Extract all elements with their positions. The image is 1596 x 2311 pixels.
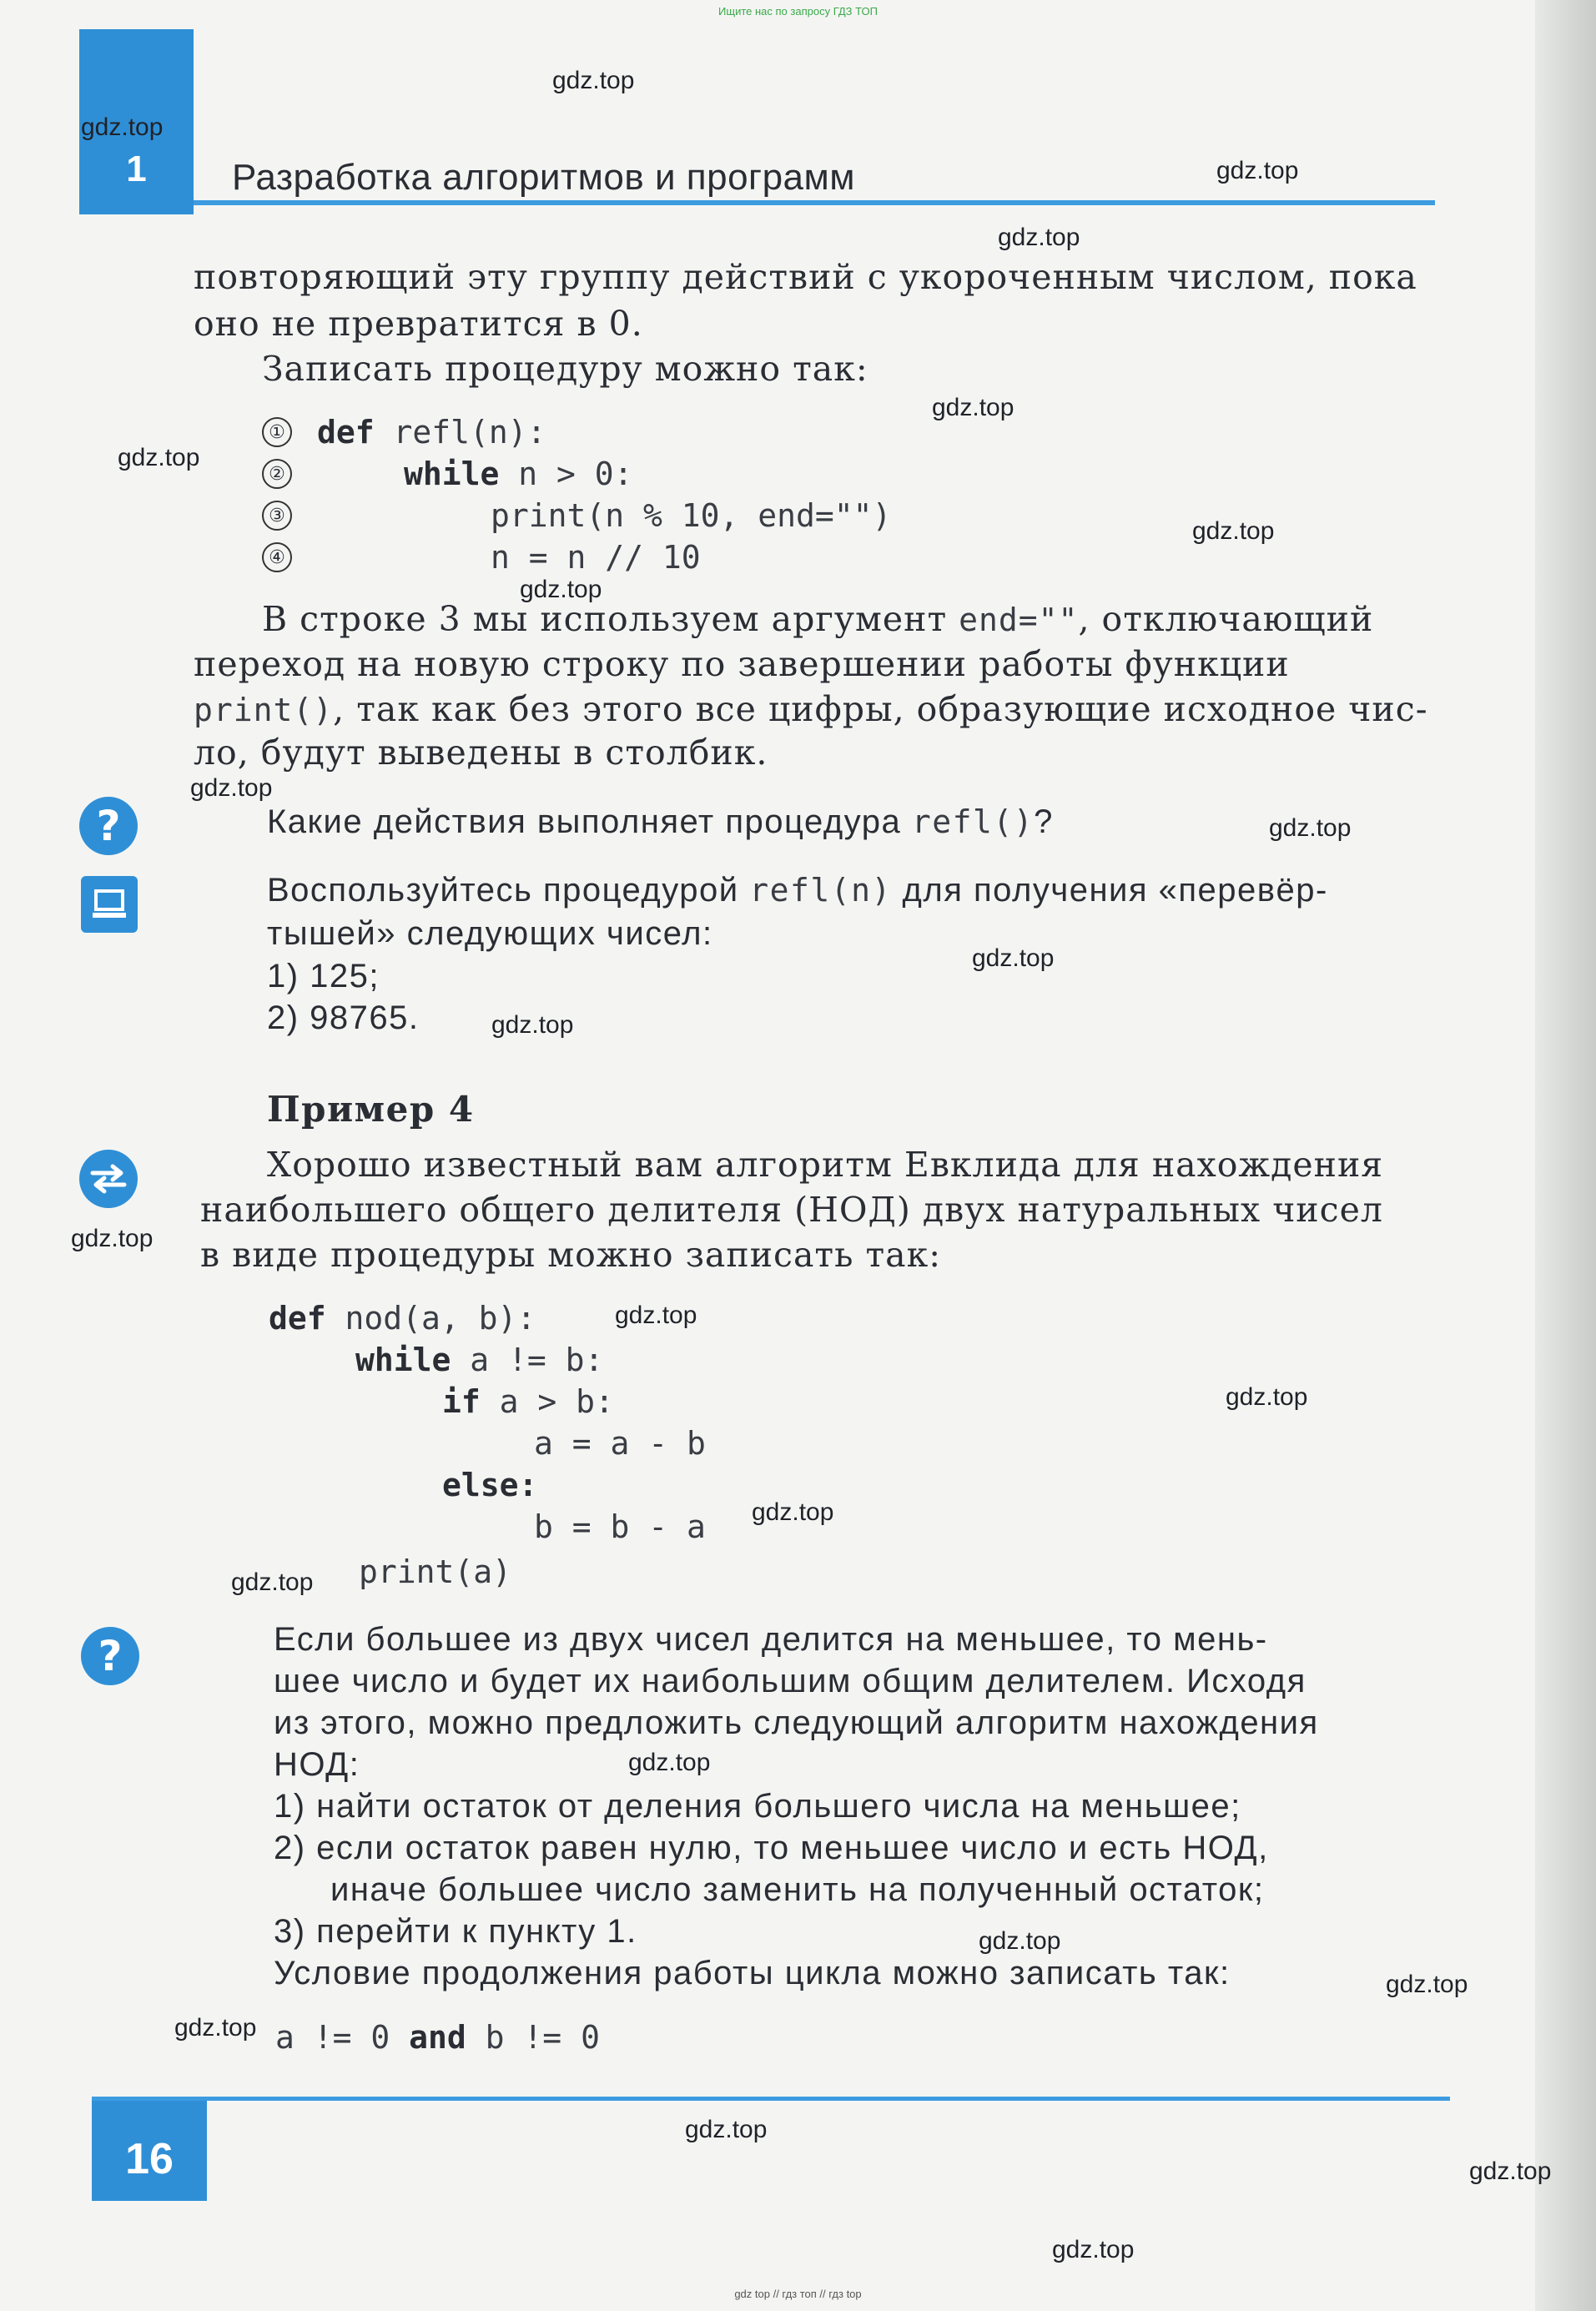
code-keyword: while (404, 456, 500, 492)
example-title: Пример 4 (267, 1089, 475, 1130)
code-line (269, 1464, 706, 1506)
explain-line-1 (262, 597, 1373, 642)
line-marker: ③ (262, 501, 292, 531)
step-2-cont: иначе большее число заменить на полученный остаток; (330, 1871, 1265, 1908)
intro-line-3: Записать процедуру можно так: (262, 349, 868, 389)
inline-code: end="" (959, 602, 1079, 638)
code-text: print(a) (359, 1553, 512, 1590)
step-1: 1) найти остаток от деления большего числа на меньшее; (274, 1788, 1241, 1825)
watermark: gdz.top (520, 576, 602, 603)
code-line (262, 495, 891, 536)
watermark: gdz.top (979, 1927, 1061, 1955)
text: Какие действия выполняет процедура (267, 803, 912, 840)
para2-line-4: НОД: (274, 1746, 360, 1783)
watermark: gdz.top (685, 2116, 768, 2143)
watermark: gdz.top (190, 774, 273, 802)
line-marker: ④ (262, 542, 292, 572)
para2-line-1: Если большее из двух чисел делится на меньшее, то мень- (274, 1621, 1268, 1658)
code-text: b = b - a (534, 1508, 706, 1545)
step-3: 3) перейти к пункту 1. (274, 1913, 637, 1950)
watermark: gdz.top (1269, 814, 1352, 842)
code-text: : (518, 1467, 538, 1503)
watermark: gdz.top (118, 444, 200, 471)
watermark: gdz.top (1192, 517, 1275, 545)
top-note: Ищите нас по запросу ГДЗ ТОП (718, 5, 878, 18)
code-text: print(n % 10, end="") (491, 497, 892, 534)
explain-line-2: переход на новую строку по завершении работы функции (194, 644, 1290, 684)
swap-arrows-glyph (89, 1162, 128, 1196)
step-2: 2) если остаток равен нулю, то меньшее число и есть НОД, (274, 1830, 1269, 1866)
explain-line-4: ло, будут выведены в столбик. (194, 733, 768, 773)
code-block-refl (262, 411, 891, 578)
code-keyword: if (442, 1383, 481, 1420)
watermark: gdz.top (491, 1011, 574, 1039)
watermark: gdz.top (932, 394, 1014, 421)
page-title: Разработка алгоритмов и программ (232, 157, 856, 198)
code-text: refl(n): (374, 414, 546, 451)
example-line-1: Хорошо известный вам алгоритм Евклида для нахождения (267, 1145, 1384, 1185)
watermark: gdz.top (81, 113, 164, 141)
text: В строке 3 мы используем аргумент (262, 599, 959, 639)
computer-icon (81, 876, 138, 933)
code-text: n > 0: (499, 456, 633, 492)
watermark: gdz.top (1052, 2236, 1135, 2263)
code-block-nod (269, 1297, 706, 1593)
watermark: gdz.top (998, 224, 1080, 251)
watermark: gdz.top (1226, 1383, 1308, 1411)
computer-icon-glyph (91, 888, 128, 921)
header-rule (194, 200, 1435, 205)
watermark: gdz.top (615, 1302, 697, 1329)
code-text: a != 0 (275, 2019, 410, 2056)
watermark: gdz.top (972, 944, 1055, 972)
text: Воспользуйтесь процедурой (267, 872, 750, 909)
text: , так как без этого все цифры, образующие исходное чис- (333, 689, 1428, 729)
code-line (262, 536, 891, 578)
question-icon: ? (79, 797, 138, 855)
code-text: a = a - b (534, 1425, 706, 1462)
code-text: nod(a, b): (325, 1300, 536, 1337)
page-edge-shadow (1535, 0, 1596, 2311)
code-line (269, 1381, 706, 1422)
question-text (267, 801, 1054, 843)
line-marker: ① (262, 417, 292, 447)
code-text: b != 0 (466, 2019, 600, 2056)
example-line-3: в виде процедуры можно записать так: (200, 1235, 942, 1275)
watermark: gdz.top (552, 67, 635, 94)
code-text: n = n // 10 (491, 539, 701, 576)
code-condition (275, 2019, 600, 2056)
explain-line-3 (194, 687, 1428, 732)
page-number: 16 (125, 2135, 174, 2183)
example-line-2: наибольшего общего делителя (НОД) двух натуральных чисел (200, 1190, 1383, 1230)
line-marker: ② (262, 459, 292, 489)
inline-code: refl() (911, 803, 1035, 840)
swap-arrows-icon (79, 1150, 138, 1208)
code-line (262, 411, 891, 453)
code-keyword: and (409, 2019, 466, 2056)
text: ? (1034, 803, 1054, 840)
code-line (262, 453, 891, 495)
question-icon: ? (81, 1627, 139, 1685)
bottom-note: gdz top // гдз топ // гдз top (734, 2288, 862, 2300)
code-line (269, 1506, 706, 1548)
code-text: a > b: (480, 1383, 614, 1420)
para2-line-3: из этого, можно предложить следующий алгоритм нахождения (274, 1704, 1319, 1741)
intro-line-1: повторяющий эту группу действий с укороченным числом, пока (194, 257, 1417, 297)
watermark: gdz.top (174, 2014, 257, 2042)
intro-line-2: оно не превратится в 0. (194, 304, 643, 344)
code-keyword: else (442, 1467, 519, 1503)
chapter-number: 1 (126, 149, 147, 189)
inline-code: print() (194, 692, 334, 728)
text: для получения «перевёр- (891, 872, 1328, 909)
watermark: gdz.top (1469, 2157, 1552, 2185)
text: , отключающий (1078, 599, 1374, 639)
task-item-2: 2) 98765. (267, 999, 420, 1036)
code-line (269, 1339, 706, 1381)
task-line-2: тышей» следующих чисел: (267, 915, 713, 952)
code-line (269, 1422, 706, 1464)
task-item-1: 1) 125; (267, 958, 380, 994)
task-line-1 (267, 869, 1328, 912)
para2-line-2: шее число и будет их наибольшим общим делителем. Исходя (274, 1663, 1307, 1699)
code-line (269, 1551, 706, 1593)
watermark: gdz.top (1386, 1971, 1468, 1998)
watermark: gdz.top (752, 1498, 834, 1526)
inline-code: refl(n) (749, 872, 892, 909)
code-text: a != b: (451, 1342, 604, 1378)
code-keyword: while (355, 1342, 451, 1378)
watermark: gdz.top (1216, 157, 1299, 184)
watermark: gdz.top (231, 1568, 314, 1596)
condition-text: Условие продолжения работы цикла можно записать так: (274, 1955, 1231, 1991)
code-keyword: def (269, 1300, 326, 1337)
watermark: gdz.top (71, 1225, 154, 1252)
code-keyword: def (317, 414, 375, 451)
watermark: gdz.top (628, 1749, 711, 1776)
footer-rule (92, 2097, 1450, 2101)
